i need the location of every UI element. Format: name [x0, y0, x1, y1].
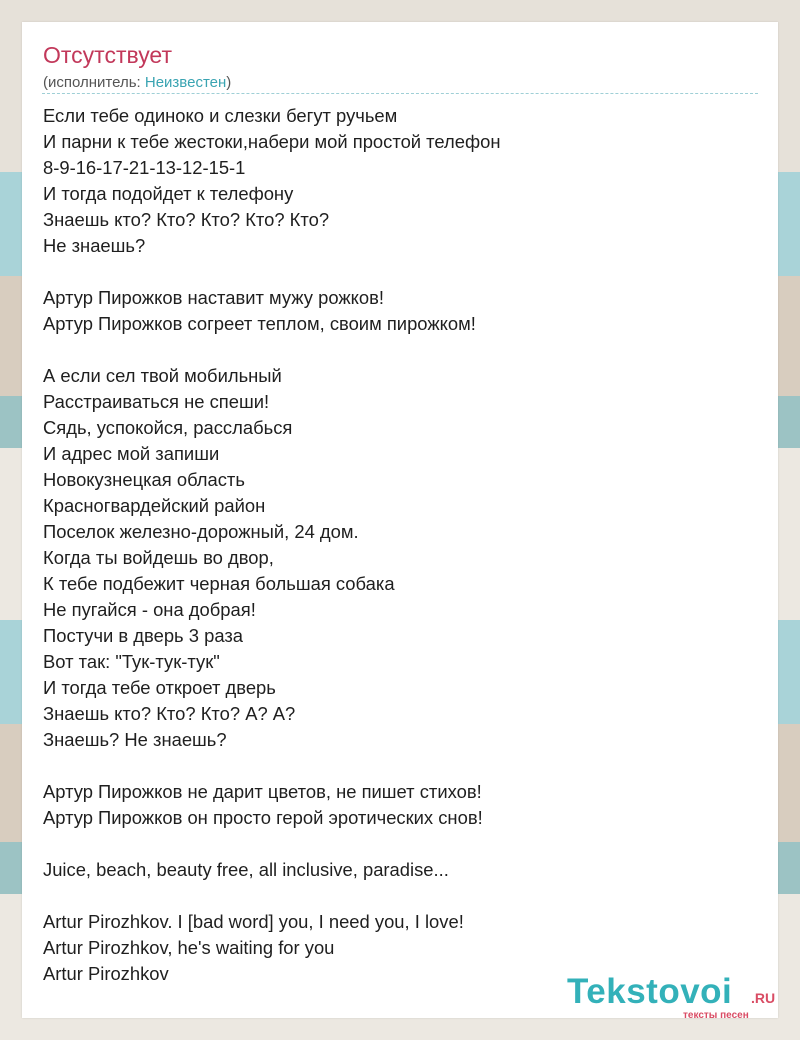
lyric-line: Знаешь? Не знаешь? — [43, 729, 227, 750]
lyric-line: Артур Пирожков согреет теплом, своим пирожком! — [43, 313, 476, 334]
lyric-line: Juice, beach, beauty free, all inclusive, paradise... — [43, 859, 449, 880]
lyric-line: Артур Пирожков наставит мужу рожков! — [43, 287, 385, 308]
lyric-line: Artur Pirozhkov. I [bad word] you, I need you, I love! — [43, 911, 464, 932]
tekstovoi-logo[interactable] — [567, 972, 777, 1022]
artist-link[interactable]: Неизвестен — [144, 74, 227, 91]
lyric-line: Знаешь кто? Кто? Кто? Кто? Кто? — [43, 209, 330, 230]
lyric-line: Знаешь кто? Кто? Кто? А? А? — [43, 703, 296, 724]
lyric-line: И адрес мой запиши — [43, 443, 220, 464]
lyric-line: Когда ты войдешь во двор, — [43, 547, 274, 568]
logo-tagline: тексты песен — [683, 1010, 749, 1021]
lyric-line: Постучи в дверь 3 раза — [43, 625, 243, 646]
lyric-line: Сядь, успокойся, расслабься — [43, 417, 293, 438]
lyric-line: Новокузнецкая область — [43, 469, 245, 490]
lyric-line: 8-9-16-17-21-13-12-15-1 — [43, 157, 246, 178]
lyric-line: Artur Pirozhkov, he's waiting for you — [43, 937, 335, 958]
lyric-line: Вот так: "Тук-тук-тук" — [43, 651, 220, 672]
lyric-line: Не знаешь? — [43, 235, 146, 256]
lyric-line: Поселок железно-дорожный, 24 дом. — [43, 521, 359, 542]
logo-main-text: Tekstovoi — [567, 972, 733, 1011]
lyric-line: К тебе подбежит черная большая собака — [43, 573, 395, 594]
divider — [42, 93, 758, 94]
lyric-line: И тогда подойдет к телефону — [43, 183, 294, 204]
lyric-line: Артур Пирожков не дарит цветов, не пишет стихов! — [43, 781, 482, 802]
lyric-line: Расстраиваться не спеши! — [43, 391, 270, 412]
song-title: Отсутствует — [43, 42, 172, 68]
lyric-line: А если сел твой мобильный — [43, 365, 282, 386]
lyric-line: И парни к тебе жестоки,набери мой простой телефон — [43, 131, 501, 152]
lyric-blank-line — [43, 831, 500, 857]
logo-tld: .RU — [751, 990, 776, 1006]
lyric-line: Artur Pirozhkov — [43, 963, 169, 984]
lyric-line: И тогда тебе откроет дверь — [43, 677, 276, 698]
lyrics-text — [43, 103, 500, 987]
lyric-blank-line — [43, 337, 500, 363]
lyric-line: Не пугайся - она добрая! — [43, 599, 256, 620]
lyric-blank-line — [43, 883, 500, 909]
lyric-line: Если тебе одиноко и слезки бегут ручьем — [43, 105, 398, 126]
lyric-line: Артур Пирожков он просто герой эротических снов! — [43, 807, 483, 828]
artist-suffix: ) — [226, 74, 232, 91]
artist-line — [43, 74, 231, 91]
lyric-blank-line — [43, 259, 500, 285]
lyric-blank-line — [43, 753, 500, 779]
lyrics-card — [22, 22, 778, 1021]
lyric-line: Красногвардейский район — [43, 495, 266, 516]
artist-prefix: (исполнитель: — [43, 74, 145, 91]
